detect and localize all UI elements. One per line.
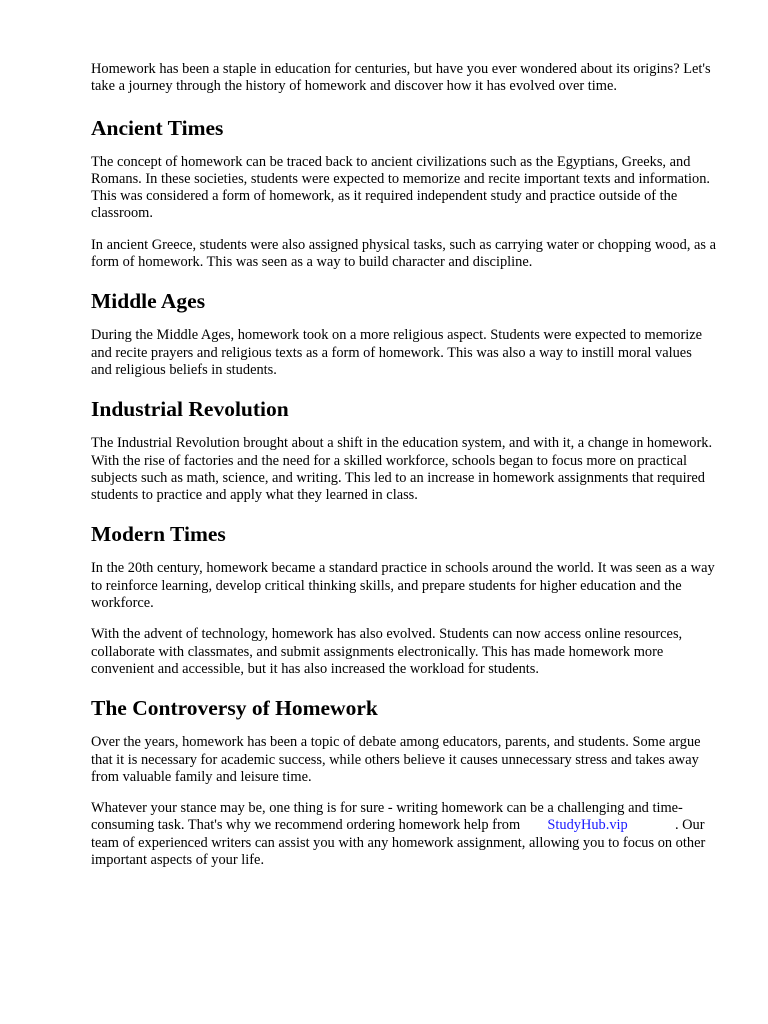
heading-middle-ages: Middle Ages [91,289,206,314]
controversy-paragraph: Over the years, homework has been a topic of debate among educators, parents, and students. Some argue that it is necessary for academic success, while others believe it causes unnecessary stress and takes away from valuable family and leisure time. [91,734,701,785]
heading-ancient-times: Ancient Times [91,115,224,140]
ancient-times-paragraph-2: In ancient Greece, students were also assigned physical tasks, such as carrying water or chopping wood, as a form of homework. This was seen as a way to build character and discipline. [91,236,716,271]
heading-controversy-of-homework: The Controversy of Homework [91,696,378,721]
closing-paragraph [91,800,716,869]
industrial-revolution-paragraph: The Industrial Revolution brought about a shift in the education system, and with it, a change in homework. With the rise of factories and the need for a skilled workforce, schools began to focus more on practical subjects such as math, science, and writing. This led to an increase in homework assignments that required students to practice and apply what they learned in class. [91,435,713,504]
heading-modern-times: Modern Times [91,522,226,547]
ancient-times-paragraph-1: The concept of homework can be traced back to ancient civilizations such as the Egyptians, Greeks, and Romans. In these societies, students were expected to memorize and recite important texts and information. This was considered a form of homework, as it required independent study and practice outside of the classroom. [91,153,711,222]
intro-paragraph: Homework has been a staple in education for centuries, but have you ever wondered about its origins? Let's take a journey through the history of homework and discover how it has evolved over time. [91,61,711,95]
modern-times-paragraph-2: With the advent of technology, homework has also evolved. Students can now access online resources, collaborate with classmates, and submit assignments electronically. This has made homework more convenient and accessible, but it has also increased the workload for students. [91,626,683,677]
modern-times-paragraph-1: In the 20th century, homework became a standard practice in schools around the world. It was seen as a way to reinforce learning, develop critical thinking skills, and prepare students for higher education and the workforce. [91,560,715,612]
middle-ages-paragraph: During the Middle Ages, homework took on a more religious aspect. Students were expected to memorize and recite prayers and religious texts as a form of homework. This was also a way to instill moral values and religious beliefs in students. [91,327,703,378]
studyhub-link[interactable]: StudyHub.vip [547,817,628,834]
closing-text-after: . Our team of experienced writers can assist you with any homework assignment, allowing you to focus on other important aspects of your life. [91,817,706,869]
heading-industrial-revolution: Industrial Revolution [91,397,289,422]
closing-text-before: Whatever your stance may be, one thing is for sure - writing homework can be a challenging and time-consuming task. That's why we recommend ordering homework help from [91,800,683,834]
